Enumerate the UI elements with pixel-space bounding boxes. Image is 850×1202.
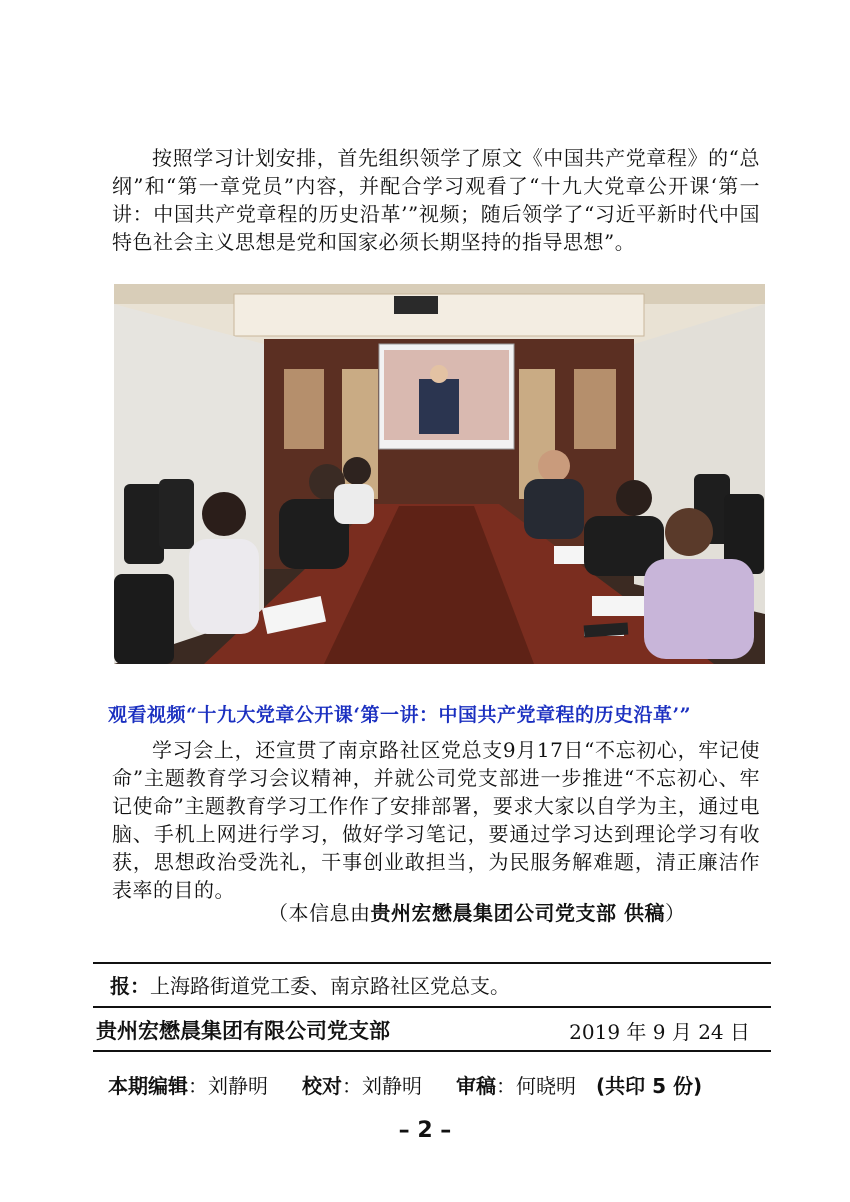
photo-caption: 观看视频“十九大党章公开课‘第一讲：中国共产党章程的历史沿革’” [108,704,692,726]
footer-org: 贵州宏懋晨集团有限公司党支部 [96,1018,390,1043]
copies-count: (共印 5 份) [596,1074,703,1098]
editor-name: ：刘静明 [188,1074,268,1098]
divider-middle [93,1006,771,1008]
review-label: 审稿 [456,1074,496,1098]
meeting-photo [114,284,765,664]
review-name: ：何晓明 [496,1074,576,1098]
report-label: 报： [110,974,150,998]
editors-line [108,1070,702,1099]
source-prefix: （本信息由 [268,901,371,925]
editor-label: 本期编辑 [108,1074,188,1098]
divider-top [93,962,771,964]
report-recipients: 上海路街道党工委、南京路社区党总支。 [150,974,510,998]
page-number: – 2 – [398,1118,452,1143]
footer-date: 2019 年 9 月 24 日 [569,1020,750,1044]
source-org: 贵州宏懋晨集团公司党支部 供稿 [370,901,665,925]
meeting-paragraph: 学习会上，还宣贯了南京路社区党总支9月17日“不忘初心，牢记使命”主题教育学习会议精神，并就公司党支部进一步推进“不忘初心、牢记使命”主题教育学习工作作了安排部署，要求大家以自学为主，通过电脑、手机上网进行学习，做好学习笔记，要通过学习达到理论学习有收获，思想政治受洗礼，干事创业敢担当，为民服务解难题，清正廉洁作表率的目的。 [112,738,760,902]
source-suffix: ） [664,901,686,925]
proof-name: ：刘静明 [342,1074,422,1098]
source-credit [268,897,685,926]
divider-bottom [93,1050,771,1052]
intro-paragraph: 按照学习计划安排，首先组织领学了原文《中国共产党章程》的“总纲”和“第一章党员”内容，并配合学习观看了“十九大党章公开课‘第一讲：中国共产党章程的历史沿革’”视频；随后领学了“习近平新时代中国特色社会主义思想是党和国家必须长期坚持的指导思想”。 [112,146,760,254]
proof-label: 校对 [302,1074,342,1098]
report-line [110,970,510,999]
